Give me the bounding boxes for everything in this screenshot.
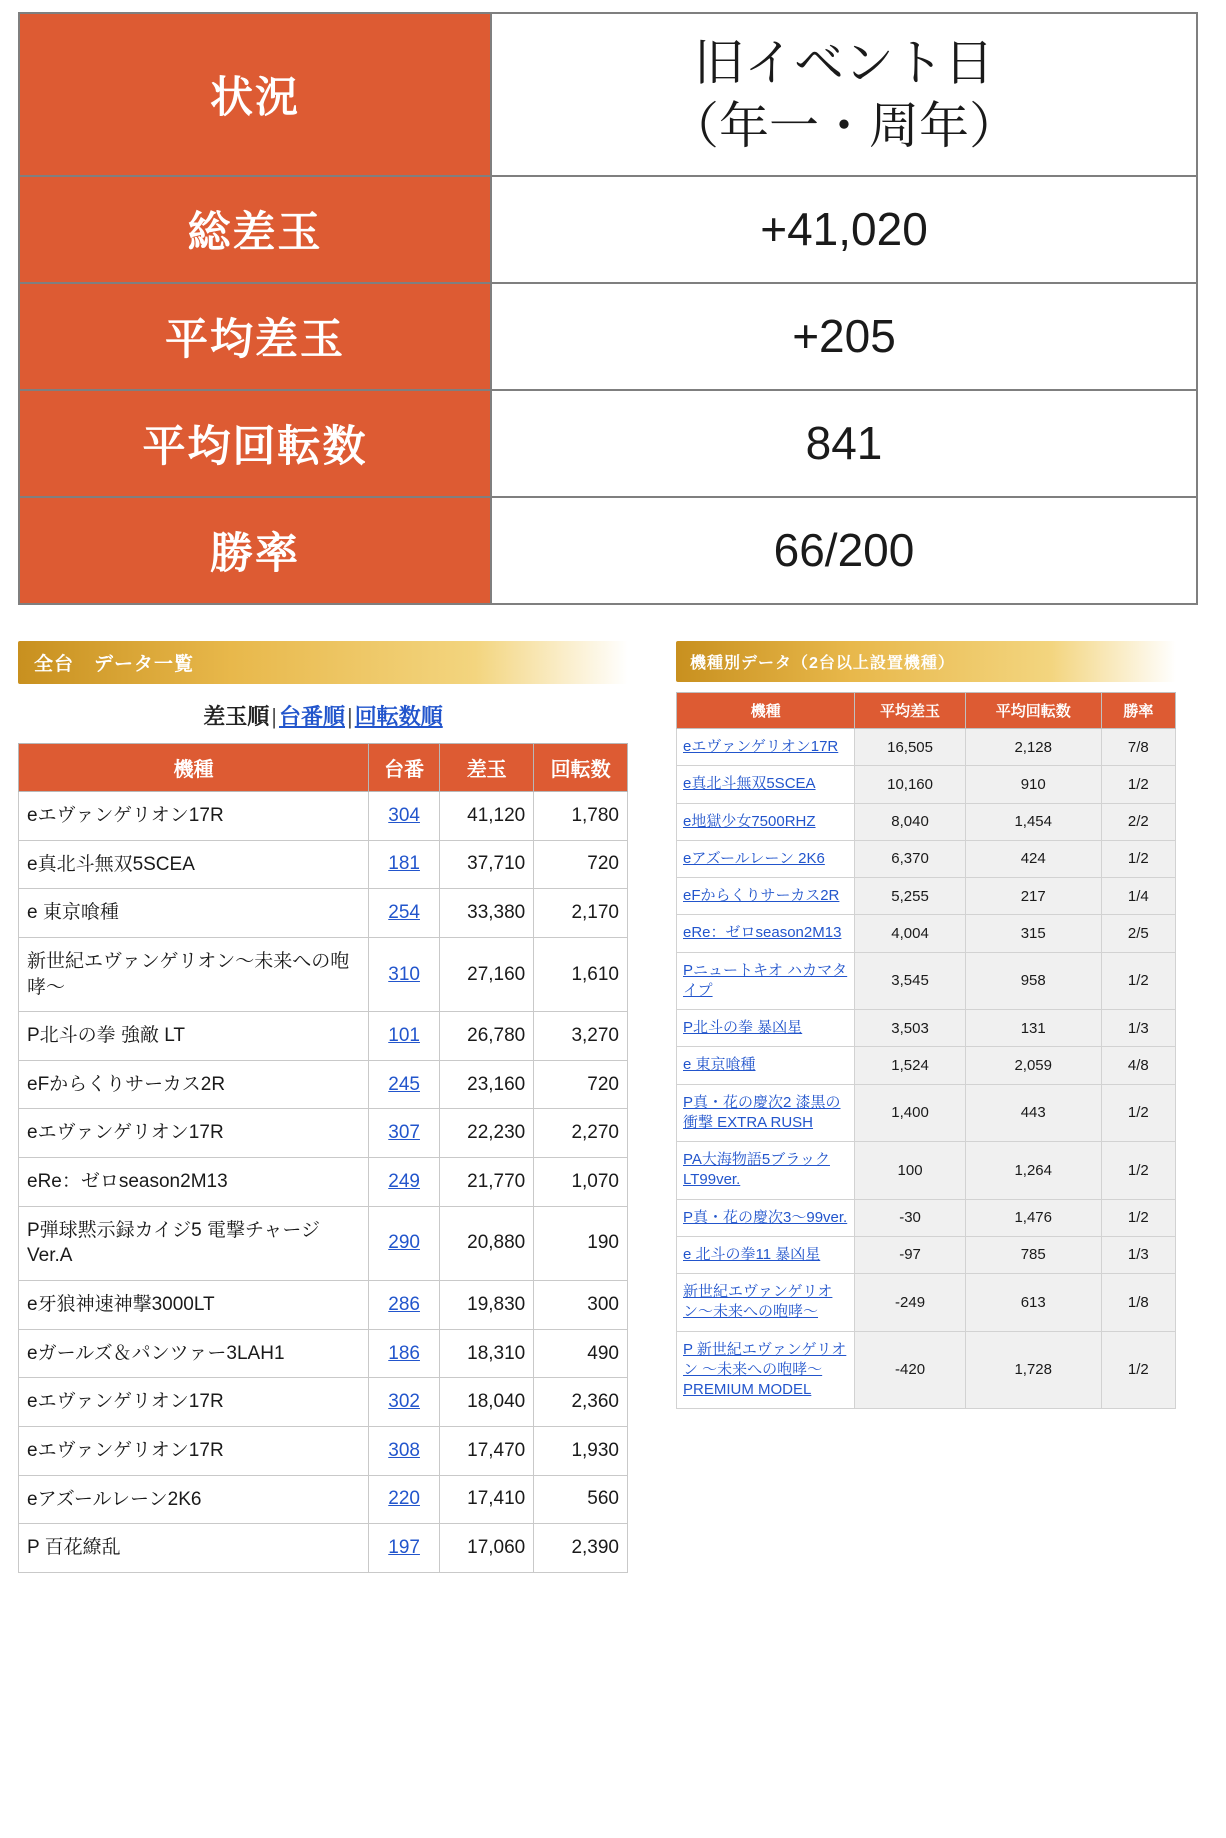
cell-daiban[interactable]	[369, 1524, 440, 1573]
column-header-avg-kaitensu: 平均回転数	[965, 693, 1101, 729]
kishu-link[interactable]: eアズールレーン 2K6	[683, 849, 825, 867]
all-machines-banner: 全台 データ一覧	[18, 641, 628, 684]
table-row	[19, 1109, 628, 1158]
daiban-link[interactable]: 302	[388, 1391, 420, 1413]
table-row	[19, 1158, 628, 1207]
cell-avg-sadama: 1,524	[855, 1047, 965, 1084]
cell-avg-sadama: 16,505	[855, 729, 965, 766]
table-row	[677, 840, 1176, 877]
table-row	[19, 889, 628, 938]
summary-value-line2: （年一・周年）	[669, 97, 1019, 154]
cell-shouritsu: 7/8	[1101, 729, 1175, 766]
cell-shouritsu: 1/2	[1101, 952, 1175, 1010]
cell-kaitensu: 1,610	[534, 937, 628, 1011]
cell-avg-kaitensu: 910	[965, 766, 1101, 803]
table-row	[19, 1281, 628, 1330]
kishu-link[interactable]: e地獄少女7500RHZ	[683, 812, 816, 830]
cell-sadama: 23,160	[440, 1060, 534, 1109]
cell-avg-sadama: 3,503	[855, 1010, 965, 1047]
kishu-link[interactable]: P真・花の慶次2 漆黒の衝撃 EXTRA RUSH	[683, 1093, 841, 1131]
kishu-link[interactable]: P真・花の慶次3〜99ver.	[683, 1208, 848, 1226]
summary-row	[19, 497, 1197, 604]
cell-kishu: eRe：ゼロseason2M13	[19, 1158, 369, 1207]
summary-value: 66/200	[491, 497, 1197, 604]
cell-kishu[interactable]	[677, 1084, 855, 1142]
table-row	[677, 952, 1176, 1010]
cell-sadama: 19,830	[440, 1281, 534, 1330]
cell-avg-kaitensu: 443	[965, 1084, 1101, 1142]
cell-kishu: eFからくりサーカス2R	[19, 1060, 369, 1109]
cell-kishu: P北斗の拳 強敵 LT	[19, 1012, 369, 1061]
cell-daiban[interactable]	[369, 1060, 440, 1109]
cell-shouritsu: 1/2	[1101, 1331, 1175, 1409]
cell-sadama: 21,770	[440, 1158, 534, 1207]
cell-kaitensu: 300	[534, 1281, 628, 1330]
cell-shouritsu: 1/2	[1101, 766, 1175, 803]
cell-daiban[interactable]	[369, 1109, 440, 1158]
table-row	[677, 1236, 1176, 1273]
table-row	[19, 840, 628, 889]
cell-avg-kaitensu: 1,728	[965, 1331, 1101, 1409]
cell-kishu[interactable]	[677, 803, 855, 840]
cell-sadama: 17,410	[440, 1475, 534, 1524]
summary-value: +205	[491, 283, 1197, 390]
cell-avg-kaitensu: 315	[965, 915, 1101, 952]
daiban-link[interactable]: 310	[388, 963, 420, 985]
summary-value-line1: 旧イベント日	[694, 35, 994, 91]
table-row	[677, 1142, 1176, 1200]
daiban-link[interactable]: 286	[388, 1293, 420, 1315]
cell-avg-sadama: -30	[855, 1199, 965, 1236]
table-row	[19, 1524, 628, 1573]
machine-type-table-head	[677, 693, 1176, 729]
cell-daiban[interactable]	[369, 1426, 440, 1475]
table-row	[677, 915, 1176, 952]
column-header-daiban: 台番	[369, 744, 440, 792]
kishu-link[interactable]: eRe：ゼロseason2M13	[683, 924, 842, 942]
machine-type-banner: 機種別データ（2台以上設置機種）	[676, 641, 1176, 682]
table-row	[19, 1426, 628, 1475]
table-row	[677, 1199, 1176, 1236]
cell-daiban[interactable]	[369, 889, 440, 938]
cell-sadama: 41,120	[440, 792, 534, 841]
table-row	[677, 1084, 1176, 1142]
cell-shouritsu: 4/8	[1101, 1047, 1175, 1084]
summary-value: 841	[491, 390, 1197, 497]
cell-avg-sadama: -420	[855, 1331, 965, 1409]
table-row	[19, 1012, 628, 1061]
cell-avg-kaitensu: 424	[965, 840, 1101, 877]
cell-kishu: eエヴァンゲリオン17R	[19, 1378, 369, 1427]
cell-kaitensu: 560	[534, 1475, 628, 1524]
machine-type-panel	[676, 641, 1176, 1409]
cell-kishu[interactable]	[677, 1331, 855, 1409]
cell-kishu[interactable]	[677, 952, 855, 1010]
kishu-link[interactable]: PA大海物語5ブラックLT99ver.	[683, 1151, 830, 1189]
cell-kishu[interactable]	[677, 878, 855, 915]
cell-sadama: 37,710	[440, 840, 534, 889]
table-row	[677, 1010, 1176, 1047]
cell-kishu: eガールズ＆パンツァー3LAH1	[19, 1329, 369, 1378]
table-row	[677, 1331, 1176, 1409]
column-header-sadama: 差玉	[440, 744, 534, 792]
cell-kishu[interactable]	[677, 840, 855, 877]
cell-kishu: P弾球黙示録カイジ5 電撃チャージVer.A	[19, 1206, 369, 1280]
cell-avg-sadama: 100	[855, 1142, 965, 1200]
cell-kishu[interactable]	[677, 1236, 855, 1273]
summary-label: 平均差玉	[19, 283, 491, 390]
kishu-link[interactable]: e 東京喰種	[683, 1056, 756, 1074]
cell-shouritsu: 1/2	[1101, 1142, 1175, 1200]
cell-daiban[interactable]	[369, 937, 440, 1011]
daiban-link[interactable]: 308	[388, 1439, 420, 1461]
cell-shouritsu: 1/4	[1101, 878, 1175, 915]
all-machines-table-body	[19, 792, 628, 1573]
cell-kishu: e 東京喰種	[19, 889, 369, 938]
cell-kishu: eエヴァンゲリオン17R	[19, 1426, 369, 1475]
kishu-link[interactable]: 新世紀エヴァンゲリオン〜未来への咆哮〜	[683, 1283, 833, 1321]
cell-avg-kaitensu: 217	[965, 878, 1101, 915]
table-row	[19, 1475, 628, 1524]
cell-avg-sadama: 8,040	[855, 803, 965, 840]
column-header-kaitensu: 回転数	[534, 744, 628, 792]
cell-kishu[interactable]	[677, 1199, 855, 1236]
cell-daiban[interactable]	[369, 840, 440, 889]
all-machines-panel	[18, 641, 628, 1573]
cell-kishu[interactable]	[677, 1047, 855, 1084]
table-row	[19, 1206, 628, 1280]
table-row	[19, 1329, 628, 1378]
cell-avg-sadama: -97	[855, 1236, 965, 1273]
summary-value: +41,020	[491, 176, 1197, 283]
cell-daiban[interactable]	[369, 1378, 440, 1427]
table-row	[677, 1047, 1176, 1084]
cell-daiban[interactable]	[369, 1206, 440, 1280]
table-row	[19, 1378, 628, 1427]
lower-section	[18, 641, 1226, 1573]
summary-row	[19, 283, 1197, 390]
cell-kishu: eエヴァンゲリオン17R	[19, 1109, 369, 1158]
cell-avg-kaitensu: 958	[965, 952, 1101, 1010]
cell-kaitensu: 1,930	[534, 1426, 628, 1475]
table-row	[677, 766, 1176, 803]
daiban-link[interactable]: 249	[388, 1170, 420, 1192]
cell-sadama: 33,380	[440, 889, 534, 938]
cell-kishu: e真北斗無双5SCEA	[19, 840, 369, 889]
cell-shouritsu: 1/3	[1101, 1236, 1175, 1273]
cell-kaitensu: 2,270	[534, 1109, 628, 1158]
machine-type-table-body	[677, 729, 1176, 1409]
cell-avg-kaitensu: 1,476	[965, 1199, 1101, 1236]
cell-avg-sadama: 3,545	[855, 952, 965, 1010]
summary-table-body	[19, 13, 1197, 604]
cell-sadama: 18,310	[440, 1329, 534, 1378]
cell-kaitensu: 490	[534, 1329, 628, 1378]
summary-label: 勝率	[19, 497, 491, 604]
cell-kaitensu: 2,390	[534, 1524, 628, 1573]
sort-link-daiban[interactable]: 台番順	[278, 704, 345, 729]
cell-kishu[interactable]	[677, 729, 855, 766]
all-machines-table-head	[19, 744, 628, 792]
daiban-link[interactable]: 254	[388, 902, 420, 924]
cell-avg-sadama: -249	[855, 1274, 965, 1332]
cell-sadama: 22,230	[440, 1109, 534, 1158]
table-row	[19, 1060, 628, 1109]
summary-label: 総差玉	[19, 176, 491, 283]
cell-shouritsu: 1/3	[1101, 1010, 1175, 1047]
cell-kaitensu: 1,780	[534, 792, 628, 841]
summary-value	[491, 13, 1197, 176]
cell-avg-sadama: 6,370	[855, 840, 965, 877]
machine-type-table	[676, 692, 1176, 1409]
daiban-link[interactable]: 197	[388, 1537, 420, 1559]
cell-kishu[interactable]	[677, 766, 855, 803]
cell-kishu: 新世紀エヴァンゲリオン〜未来への咆哮〜	[19, 937, 369, 1011]
table-row	[19, 792, 628, 841]
sort-link-kaitensu[interactable]: 回転数順	[354, 704, 443, 729]
cell-kishu: P 百花繚乱	[19, 1524, 369, 1573]
cell-avg-sadama: 4,004	[855, 915, 965, 952]
column-header-avg-sadama: 平均差玉	[855, 693, 965, 729]
daiban-link[interactable]: 290	[388, 1232, 420, 1254]
cell-avg-sadama: 10,160	[855, 766, 965, 803]
cell-kaitensu: 3,270	[534, 1012, 628, 1061]
daiban-link[interactable]: 307	[388, 1122, 420, 1144]
cell-daiban[interactable]	[369, 1475, 440, 1524]
all-machines-table	[18, 743, 628, 1573]
summary-row	[19, 176, 1197, 283]
cell-sadama: 27,160	[440, 937, 534, 1011]
cell-shouritsu: 1/8	[1101, 1274, 1175, 1332]
sort-separator-2: |	[347, 704, 353, 729]
cell-kishu[interactable]	[677, 915, 855, 952]
cell-sadama: 18,040	[440, 1378, 534, 1427]
cell-kaitensu: 720	[534, 840, 628, 889]
kishu-link[interactable]: Pニュートキオ ハカマタイプ	[683, 961, 848, 999]
cell-daiban[interactable]	[369, 1281, 440, 1330]
daiban-link[interactable]: 245	[388, 1073, 420, 1095]
cell-avg-kaitensu: 2,059	[965, 1047, 1101, 1084]
column-header-shouritsu: 勝率	[1101, 693, 1175, 729]
cell-shouritsu: 1/2	[1101, 1084, 1175, 1142]
cell-daiban[interactable]	[369, 1012, 440, 1061]
cell-kaitensu: 720	[534, 1060, 628, 1109]
cell-kaitensu: 190	[534, 1206, 628, 1280]
cell-shouritsu: 1/2	[1101, 840, 1175, 877]
report-page	[0, 12, 1226, 1573]
cell-kishu[interactable]	[677, 1142, 855, 1200]
daiban-link[interactable]: 304	[388, 804, 420, 826]
cell-kaitensu: 2,170	[534, 889, 628, 938]
cell-kishu[interactable]	[677, 1010, 855, 1047]
cell-sadama: 17,470	[440, 1426, 534, 1475]
daiban-link[interactable]: 101	[388, 1025, 420, 1047]
summary-row	[19, 390, 1197, 497]
kishu-link[interactable]: P北斗の拳 暴凶星	[683, 1019, 803, 1036]
table-header-row	[677, 693, 1176, 729]
summary-table	[18, 12, 1198, 605]
cell-avg-sadama: 1,400	[855, 1084, 965, 1142]
cell-kishu: eアズールレーン2K6	[19, 1475, 369, 1524]
table-row	[19, 937, 628, 1011]
cell-avg-kaitensu: 131	[965, 1010, 1101, 1047]
summary-label: 平均回転数	[19, 390, 491, 497]
sort-current: 差玉順	[203, 704, 270, 729]
cell-shouritsu: 2/5	[1101, 915, 1175, 952]
cell-avg-sadama: 5,255	[855, 878, 965, 915]
sort-bar	[18, 700, 628, 731]
cell-avg-kaitensu: 613	[965, 1274, 1101, 1332]
cell-avg-kaitensu: 1,264	[965, 1142, 1101, 1200]
daiban-link[interactable]: 186	[388, 1342, 420, 1364]
table-row	[677, 1274, 1176, 1332]
kishu-link[interactable]: e 北斗の拳11 暴凶星	[683, 1245, 821, 1263]
table-row	[677, 729, 1176, 766]
table-header-row	[19, 744, 628, 792]
table-row	[677, 878, 1176, 915]
cell-daiban[interactable]	[369, 1329, 440, 1378]
daiban-link[interactable]: 220	[388, 1488, 420, 1510]
kishu-link[interactable]: e真北斗無双5SCEA	[683, 775, 816, 793]
cell-kishu: eエヴァンゲリオン17R	[19, 792, 369, 841]
cell-avg-kaitensu: 2,128	[965, 729, 1101, 766]
summary-row	[19, 13, 1197, 176]
column-header-kishu: 機種	[677, 693, 855, 729]
cell-kishu: e牙狼神速神撃3000LT	[19, 1281, 369, 1330]
cell-daiban[interactable]	[369, 1158, 440, 1207]
cell-daiban[interactable]	[369, 792, 440, 841]
cell-sadama: 26,780	[440, 1012, 534, 1061]
cell-kaitensu: 2,360	[534, 1378, 628, 1427]
daiban-link[interactable]: 181	[388, 853, 420, 875]
cell-shouritsu: 2/2	[1101, 803, 1175, 840]
kishu-link[interactable]: P 新世紀エヴァンゲリオン 〜未来への咆哮〜 PREMIUM MODEL	[683, 1340, 847, 1398]
cell-kaitensu: 1,070	[534, 1158, 628, 1207]
cell-avg-kaitensu: 1,454	[965, 803, 1101, 840]
cell-sadama: 17,060	[440, 1524, 534, 1573]
cell-sadama: 20,880	[440, 1206, 534, 1280]
summary-label: 状況	[19, 13, 491, 176]
sort-separator-1: |	[271, 704, 277, 729]
kishu-link[interactable]: eFからくりサーカス2R	[683, 887, 840, 904]
cell-shouritsu: 1/2	[1101, 1199, 1175, 1236]
table-row	[677, 803, 1176, 840]
cell-avg-kaitensu: 785	[965, 1236, 1101, 1273]
column-header-kishu: 機種	[19, 744, 369, 792]
kishu-link[interactable]: eエヴァンゲリオン17R	[683, 738, 839, 755]
cell-kishu[interactable]	[677, 1274, 855, 1332]
